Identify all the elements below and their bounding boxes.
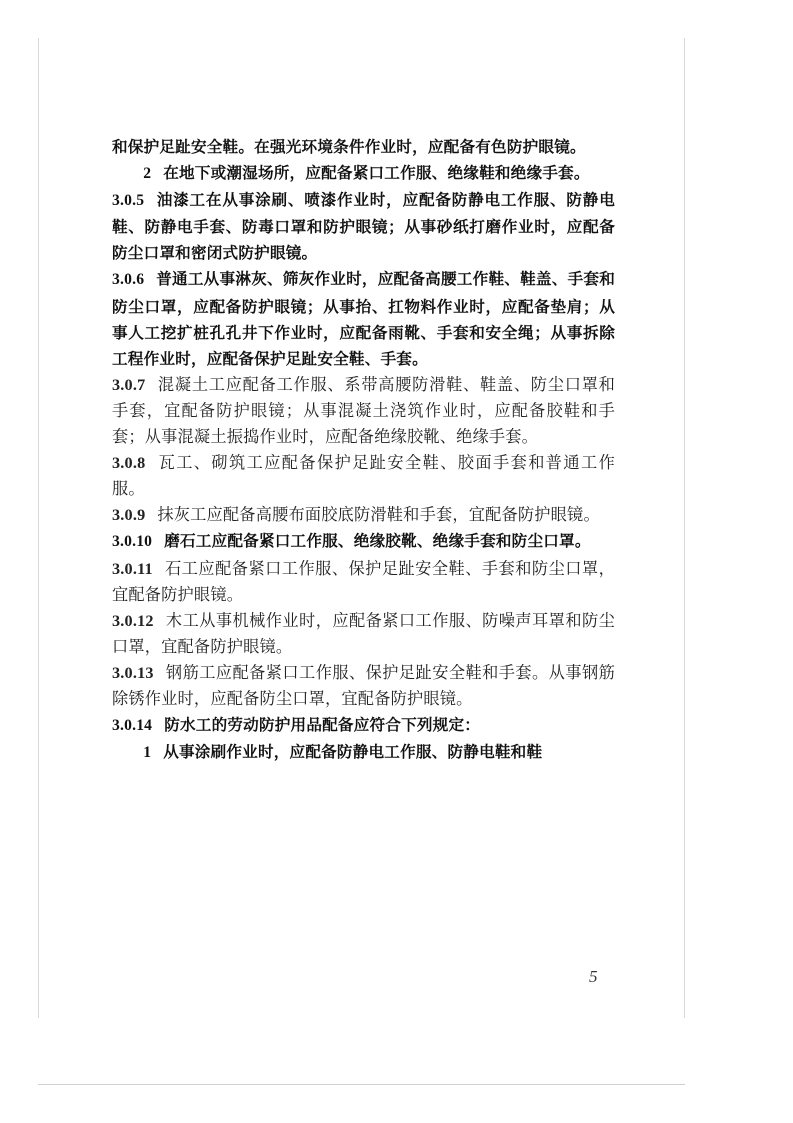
clause-number: 3.0.11	[112, 559, 153, 578]
clause-number: 3.0.6	[112, 271, 145, 289]
clause-3-0-6	[112, 266, 615, 371]
clause-3-0-5	[112, 187, 615, 266]
bottom-rule	[38, 1084, 685, 1085]
paragraph-text: 瓦工、砌筑工应配备保护足趾安全鞋、胶面手套和普通工作服。	[112, 453, 615, 499]
sub-item-1	[112, 739, 615, 766]
paragraph-text: 在地下或潮湿场所，应配备紧口工作服、绝缘鞋和绝缘手套。	[163, 164, 590, 183]
paragraph-text: 磨石工应配备紧口工作服、绝缘胶靴、绝缘手套和防尘口罩。	[164, 532, 591, 551]
paragraph-text: 木工从事机械作业时，应配备紧口工作服、防噪声耳罩和防尘口罩，宜配备防护眼镜。	[112, 610, 615, 656]
clause-number: 3.0.13	[112, 663, 154, 682]
clause-3-0-11	[112, 556, 615, 608]
paragraph-text: 抹灰工应配备高腰布面胶底防滑鞋和手套，宜配备防护眼镜。	[157, 505, 600, 525]
clause-number: 3.0.8	[112, 454, 146, 473]
clause-number: 3.0.5	[112, 192, 145, 210]
paragraph-text: 和保护足趾安全鞋。在强光环境条件作业时，应配备有色防护眼镜。	[112, 138, 586, 156]
paragraph-text: 从事涂刷作业时，应配备防静电工作服、防静电鞋和鞋	[163, 743, 543, 762]
left-margin-line	[38, 38, 39, 1018]
sub-item-2	[112, 160, 615, 187]
paragraph-text: 油漆工在从事涂刷、喷漆作业时，应配备防静电工作服、防静电鞋、防静电手套、防毒口罩和防护眼镜；从事砂纸打磨作业时，应配备防尘口罩和密闭式防护眼镜。	[112, 191, 615, 263]
paragraph-text: 防水工的劳动防护用品配备应符合下列规定：	[164, 716, 481, 735]
clause-3-0-13	[112, 660, 615, 712]
clause-3-0-7	[112, 372, 615, 450]
clause-3-0-12	[112, 608, 615, 660]
clause-number: 3.0.10	[112, 533, 153, 551]
paragraph-text: 混凝土工应配备工作服、系带高腰防滑鞋、鞋盖、防尘口罩和手套，宜配备防护眼镜；从事混凝土浇筑作业时，应配备胶鞋和手套；从事混凝土振捣作业时，应配备绝缘胶靴、绝缘手套。	[112, 374, 615, 447]
paragraph-continuation	[112, 134, 615, 160]
clause-number: 3.0.7	[112, 375, 146, 394]
clause-3-0-8	[112, 450, 615, 502]
clause-3-0-14	[112, 712, 615, 739]
document-body	[112, 134, 615, 766]
clause-number: 3.0.12	[112, 611, 154, 630]
clause-3-0-10	[112, 528, 615, 555]
clause-number: 3.0.9	[112, 506, 146, 525]
clause-3-0-9	[112, 502, 615, 528]
sub-number: 1	[143, 744, 152, 762]
paragraph-text: 普通工从事淋灰、筛灰作业时，应配备高腰工作鞋、鞋盖、手套和防尘口罩，应配备防护眼镜；从事抬、扛物料作业时，应配备垫肩；从事人工挖扩桩孔孔井下作业时，应配备雨靴、手套和安全绳；从事拆除工程作业时，应配备保护足趾安全鞋、手套。	[112, 270, 615, 368]
paragraph-text: 钢筋工应配备紧口工作服、保护足趾安全鞋和手套。从事钢筋除锈作业时，应配备防尘口罩，宜配备防护眼镜。	[112, 662, 615, 708]
sub-number: 2	[143, 165, 152, 183]
page-number: 5	[589, 967, 598, 986]
right-margin-line	[684, 38, 685, 1018]
paragraph-text: 石工应配备紧口工作服、保护足趾安全鞋、手套和防尘口罩，宜配备防护眼镜。	[112, 558, 615, 604]
clause-number: 3.0.14	[112, 717, 153, 735]
